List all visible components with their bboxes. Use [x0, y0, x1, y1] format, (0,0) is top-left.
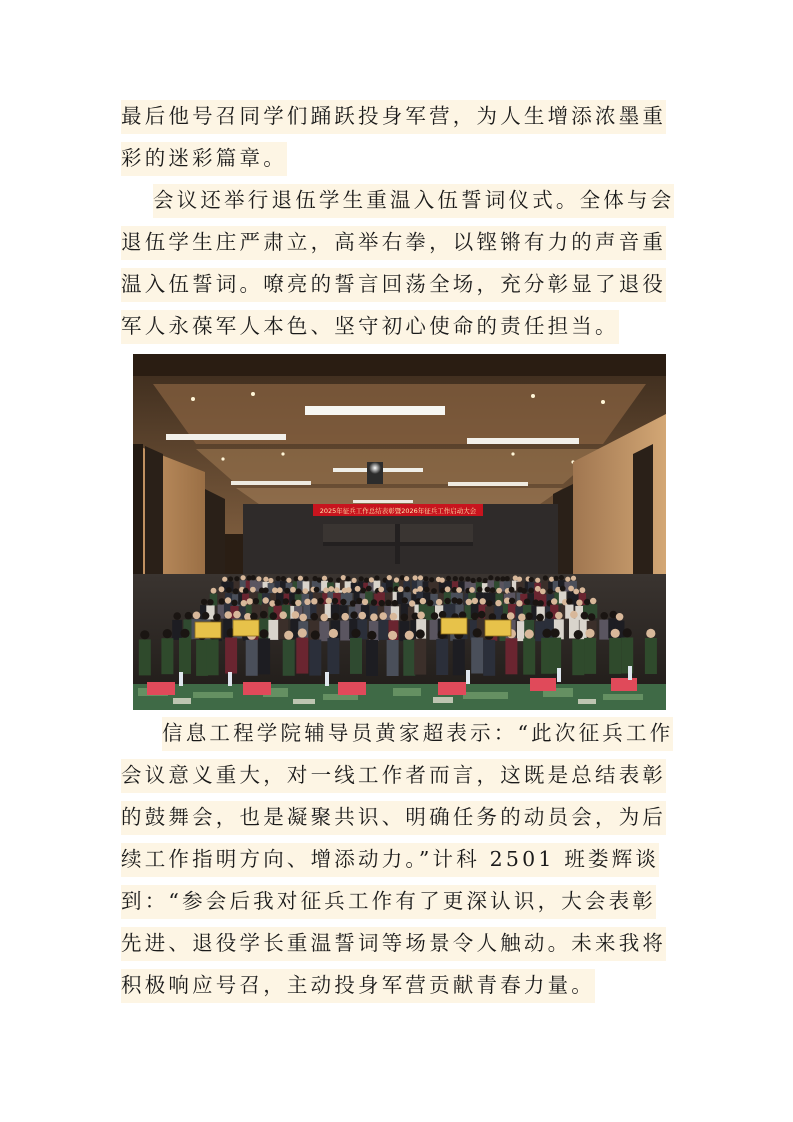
paragraph-text: 最后他号召同学们踊跃投身军营，为人生增添浓墨重彩的迷彩篇章。	[121, 100, 666, 176]
paragraph-oath-ceremony	[121, 179, 675, 347]
paragraph-closing-call	[121, 95, 675, 179]
paragraph-quotes	[121, 712, 675, 1006]
banner-text: 2025年征兵工作总结表彰暨2026年征兵工作启动大会	[319, 507, 477, 515]
paragraph-text: 信息工程学院辅导员黄家超表示：“此次征兵工作会议意义重大，对一线工作者而言，这既是总结表彰的鼓舞会，也是凝聚共识、明确任务的动员会，为后续工作指明方向、增添动力。”计科 2501 班娄辉谈到：“参会后我对征兵工作有了更深认识，大会表彰先进、退役学长重温誓词等场景令人触动。未来我将积极响应号召，主动投身军营贡献青春力量。	[121, 717, 673, 1003]
paragraph-text: 会议还举行退伍学生重温入伍誓词仪式。全体与会退伍学生庄严肃立，高举右拳，以铿锵有力的声音重温入伍誓词。嘹亮的誓言回荡全场，充分彰显了退役军人永葆军人本色、坚守初心使命的责任担当。	[121, 184, 674, 344]
conference-photo	[133, 354, 666, 710]
